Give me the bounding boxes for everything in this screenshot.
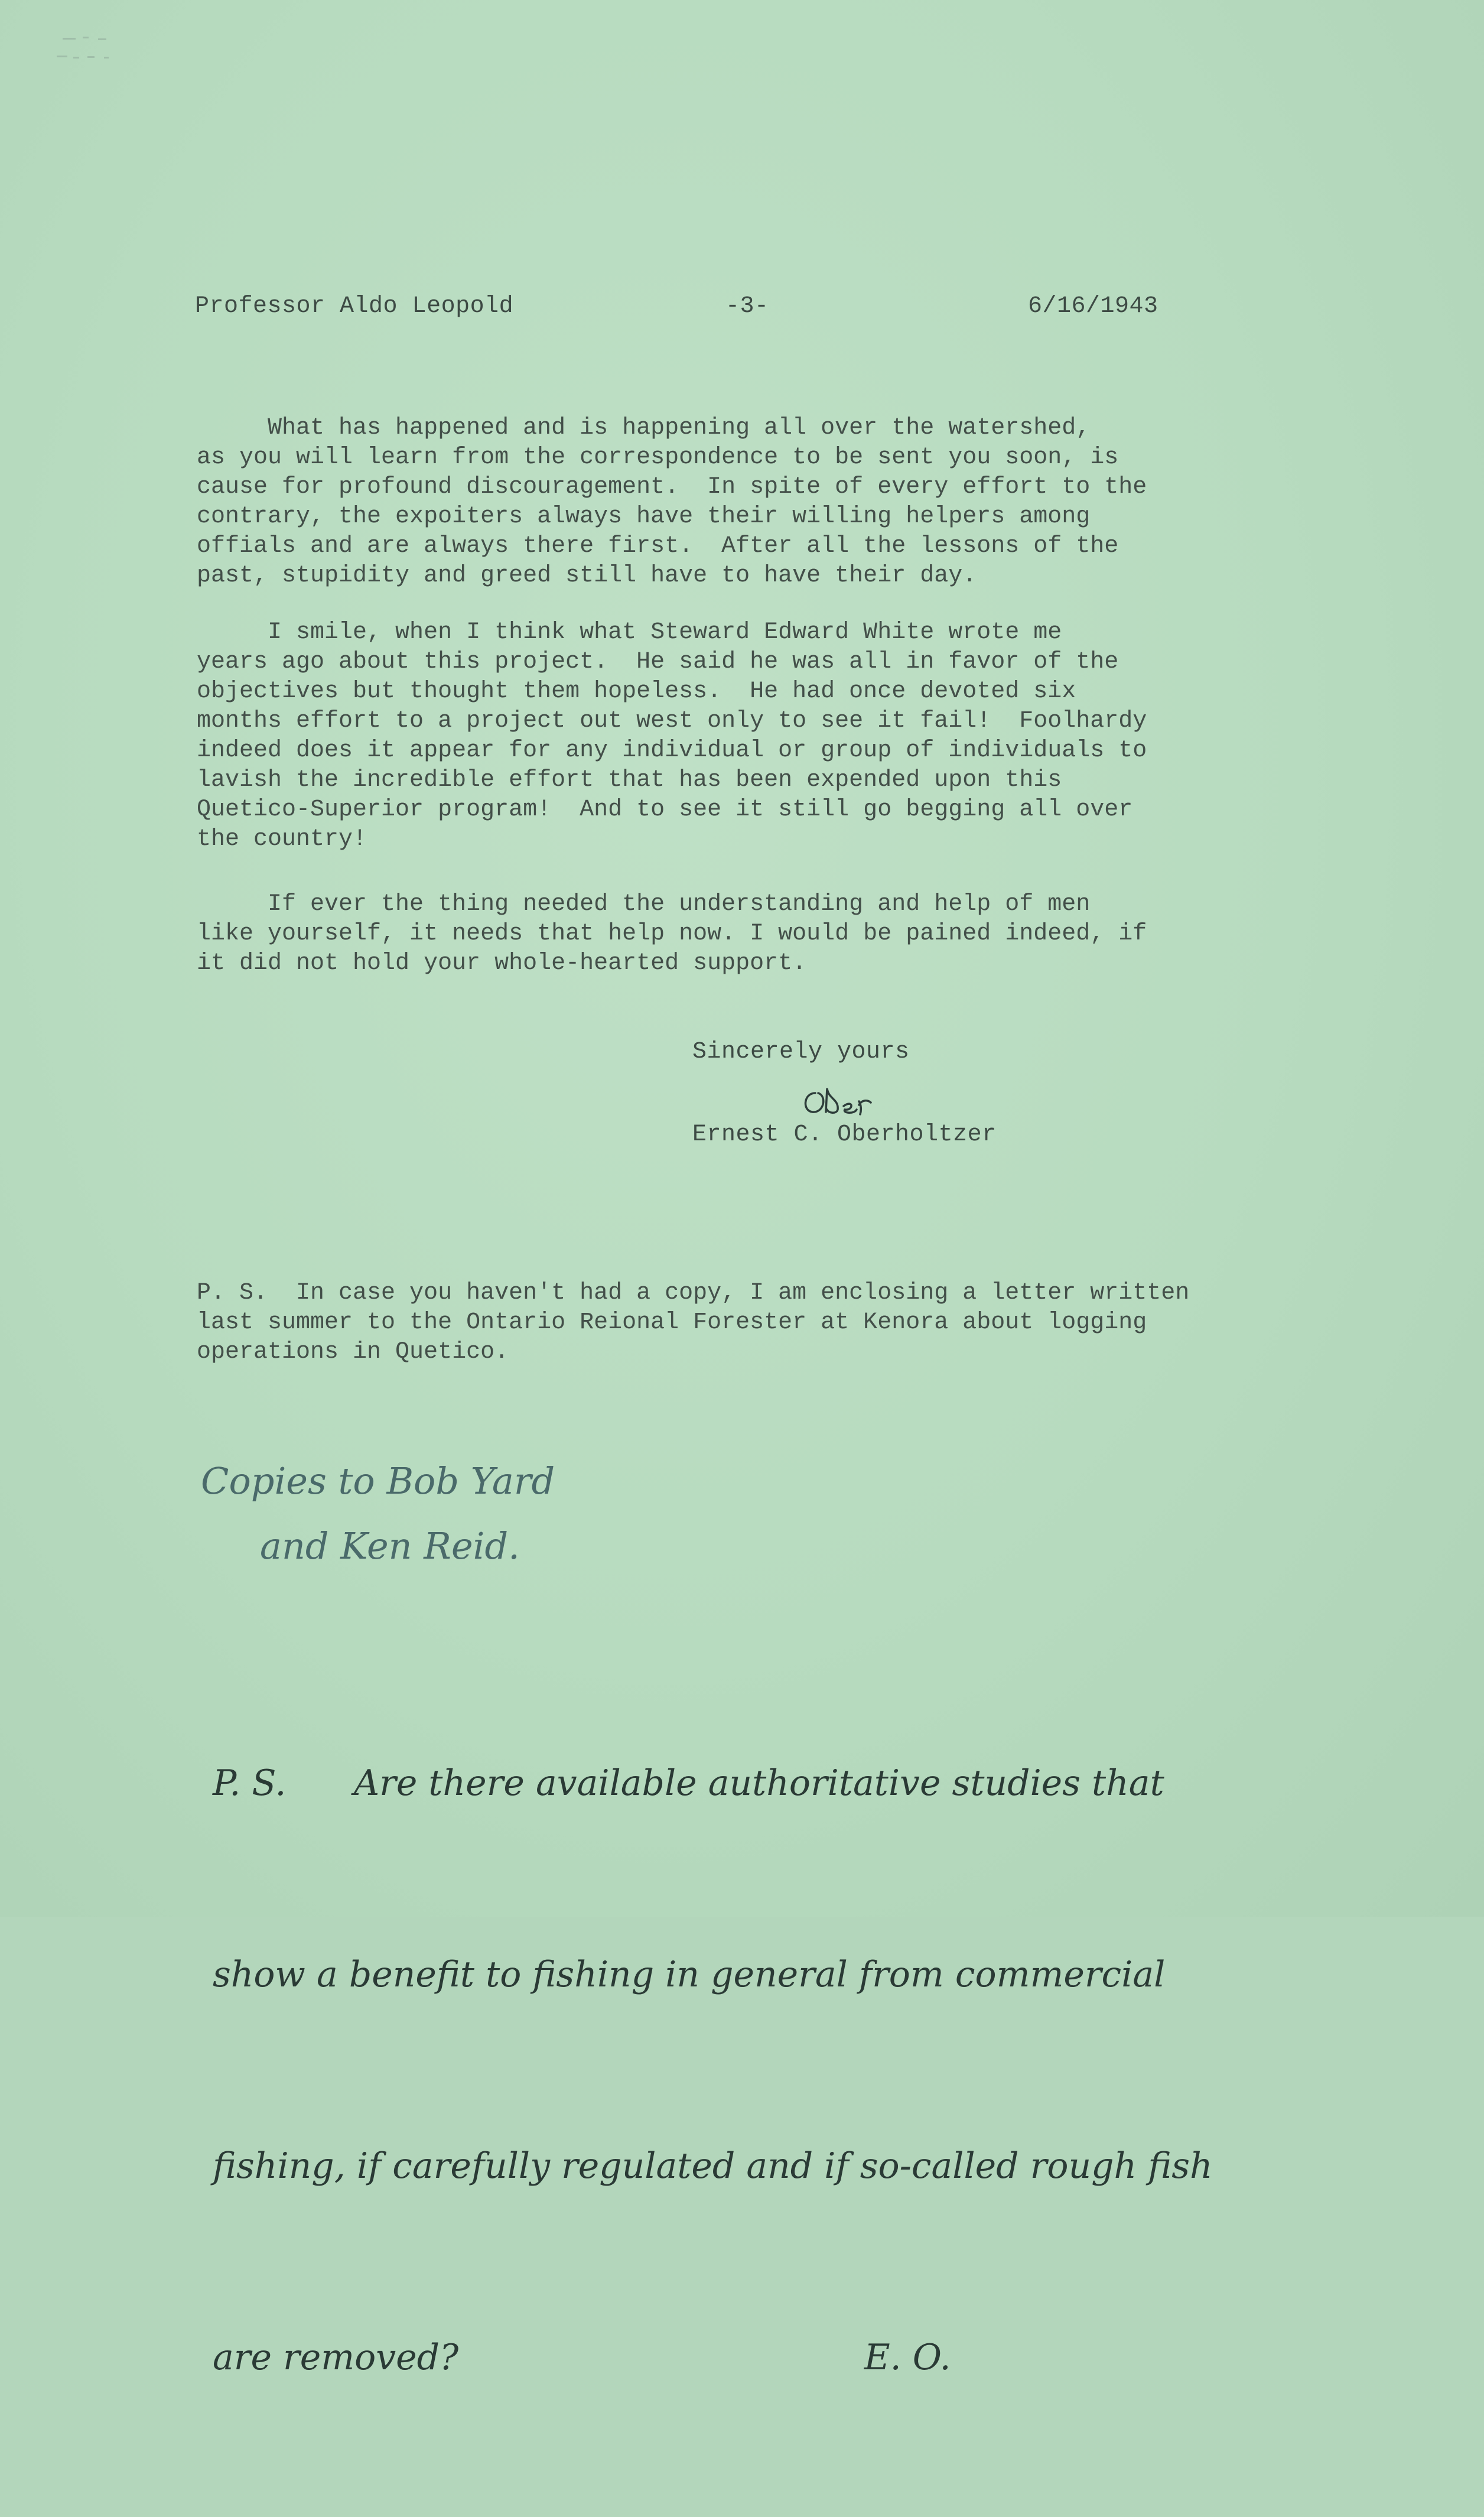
typed-postscript xyxy=(197,1279,1189,1367)
handwritten-line: P. S. Are there available authoritative studies that xyxy=(213,1762,1164,1804)
handwritten-line: are removed? E. O. xyxy=(213,2337,951,2378)
closing-salutation: Sincerely yours xyxy=(692,1039,910,1065)
signer-name: Ernest C. Oberholtzer xyxy=(692,1121,997,1148)
paragraph-line: contrary, the expoiters always have their willing helpers among xyxy=(197,503,1091,530)
paragraph-line: cause for profound discouragement. In spite of every effort to the xyxy=(197,474,1147,500)
handwritten-line: show a benefit to fishing in general from commercial xyxy=(213,1954,1166,1995)
paragraph-2 xyxy=(197,618,1147,854)
recipient-name: Professor Aldo Leopold xyxy=(195,293,514,320)
paragraph-line: lavish the incredible effort that has been expended upon this xyxy=(197,767,1062,794)
handwritten-postscript xyxy=(213,1624,1213,2517)
paragraph-line: the country! xyxy=(197,826,367,853)
paragraph-line: What has happened and is happening all over the watershed, xyxy=(197,415,1091,441)
handwritten-signature xyxy=(798,1075,874,1129)
postscript-line: P. S. In case you haven't had a copy, I am enclosing a letter written xyxy=(197,1280,1190,1306)
paper-smudge xyxy=(57,26,175,67)
paragraph-line: as you will learn from the correspondence to be sent you soon, is xyxy=(197,444,1119,471)
paragraph-line: years ago about this project. He said he was all in favor of the xyxy=(197,649,1119,675)
paragraph-line: it did not hold your whole-hearted support. xyxy=(197,950,807,977)
paragraph-line: objectives but thought them hopeless. He had once devoted six xyxy=(197,678,1076,705)
paragraph-line: offials and are always there first. After all the lessons of the xyxy=(197,533,1119,560)
handwritten-copies-note-2: and Ken Reid. xyxy=(260,1524,520,1568)
letter-date: 6/16/1943 xyxy=(1028,293,1158,320)
paragraph-line: like yourself, it needs that help now. I would be pained indeed, if xyxy=(197,921,1147,947)
postscript-line: last summer to the Ontario Reional Forester at Kenora about logging xyxy=(197,1309,1147,1336)
paragraph-1 xyxy=(197,414,1147,591)
handwritten-line: fishing, if carefully regulated and if so-called rough fish xyxy=(213,2145,1213,2187)
paragraph-line: months effort to a project out west only to see it fail! Foolhardy xyxy=(197,708,1147,734)
paragraph-line: Quetico-Superior program! And to see it still go begging all over xyxy=(197,796,1133,823)
paragraph-line: indeed does it appear for any individual or group of individuals to xyxy=(197,737,1147,764)
paragraph-3 xyxy=(197,890,1147,978)
page-number: -3- xyxy=(725,293,769,320)
postscript-line: operations in Quetico. xyxy=(197,1339,509,1365)
paragraph-line: I smile, when I think what Steward Edward White wrote me xyxy=(197,619,1062,646)
paragraph-line: past, stupidity and greed still have to have their day. xyxy=(197,562,977,589)
handwritten-copies-note: Copies to Bob Yard xyxy=(201,1459,555,1503)
paragraph-line: If ever the thing needed the understanding and help of men xyxy=(197,891,1091,918)
